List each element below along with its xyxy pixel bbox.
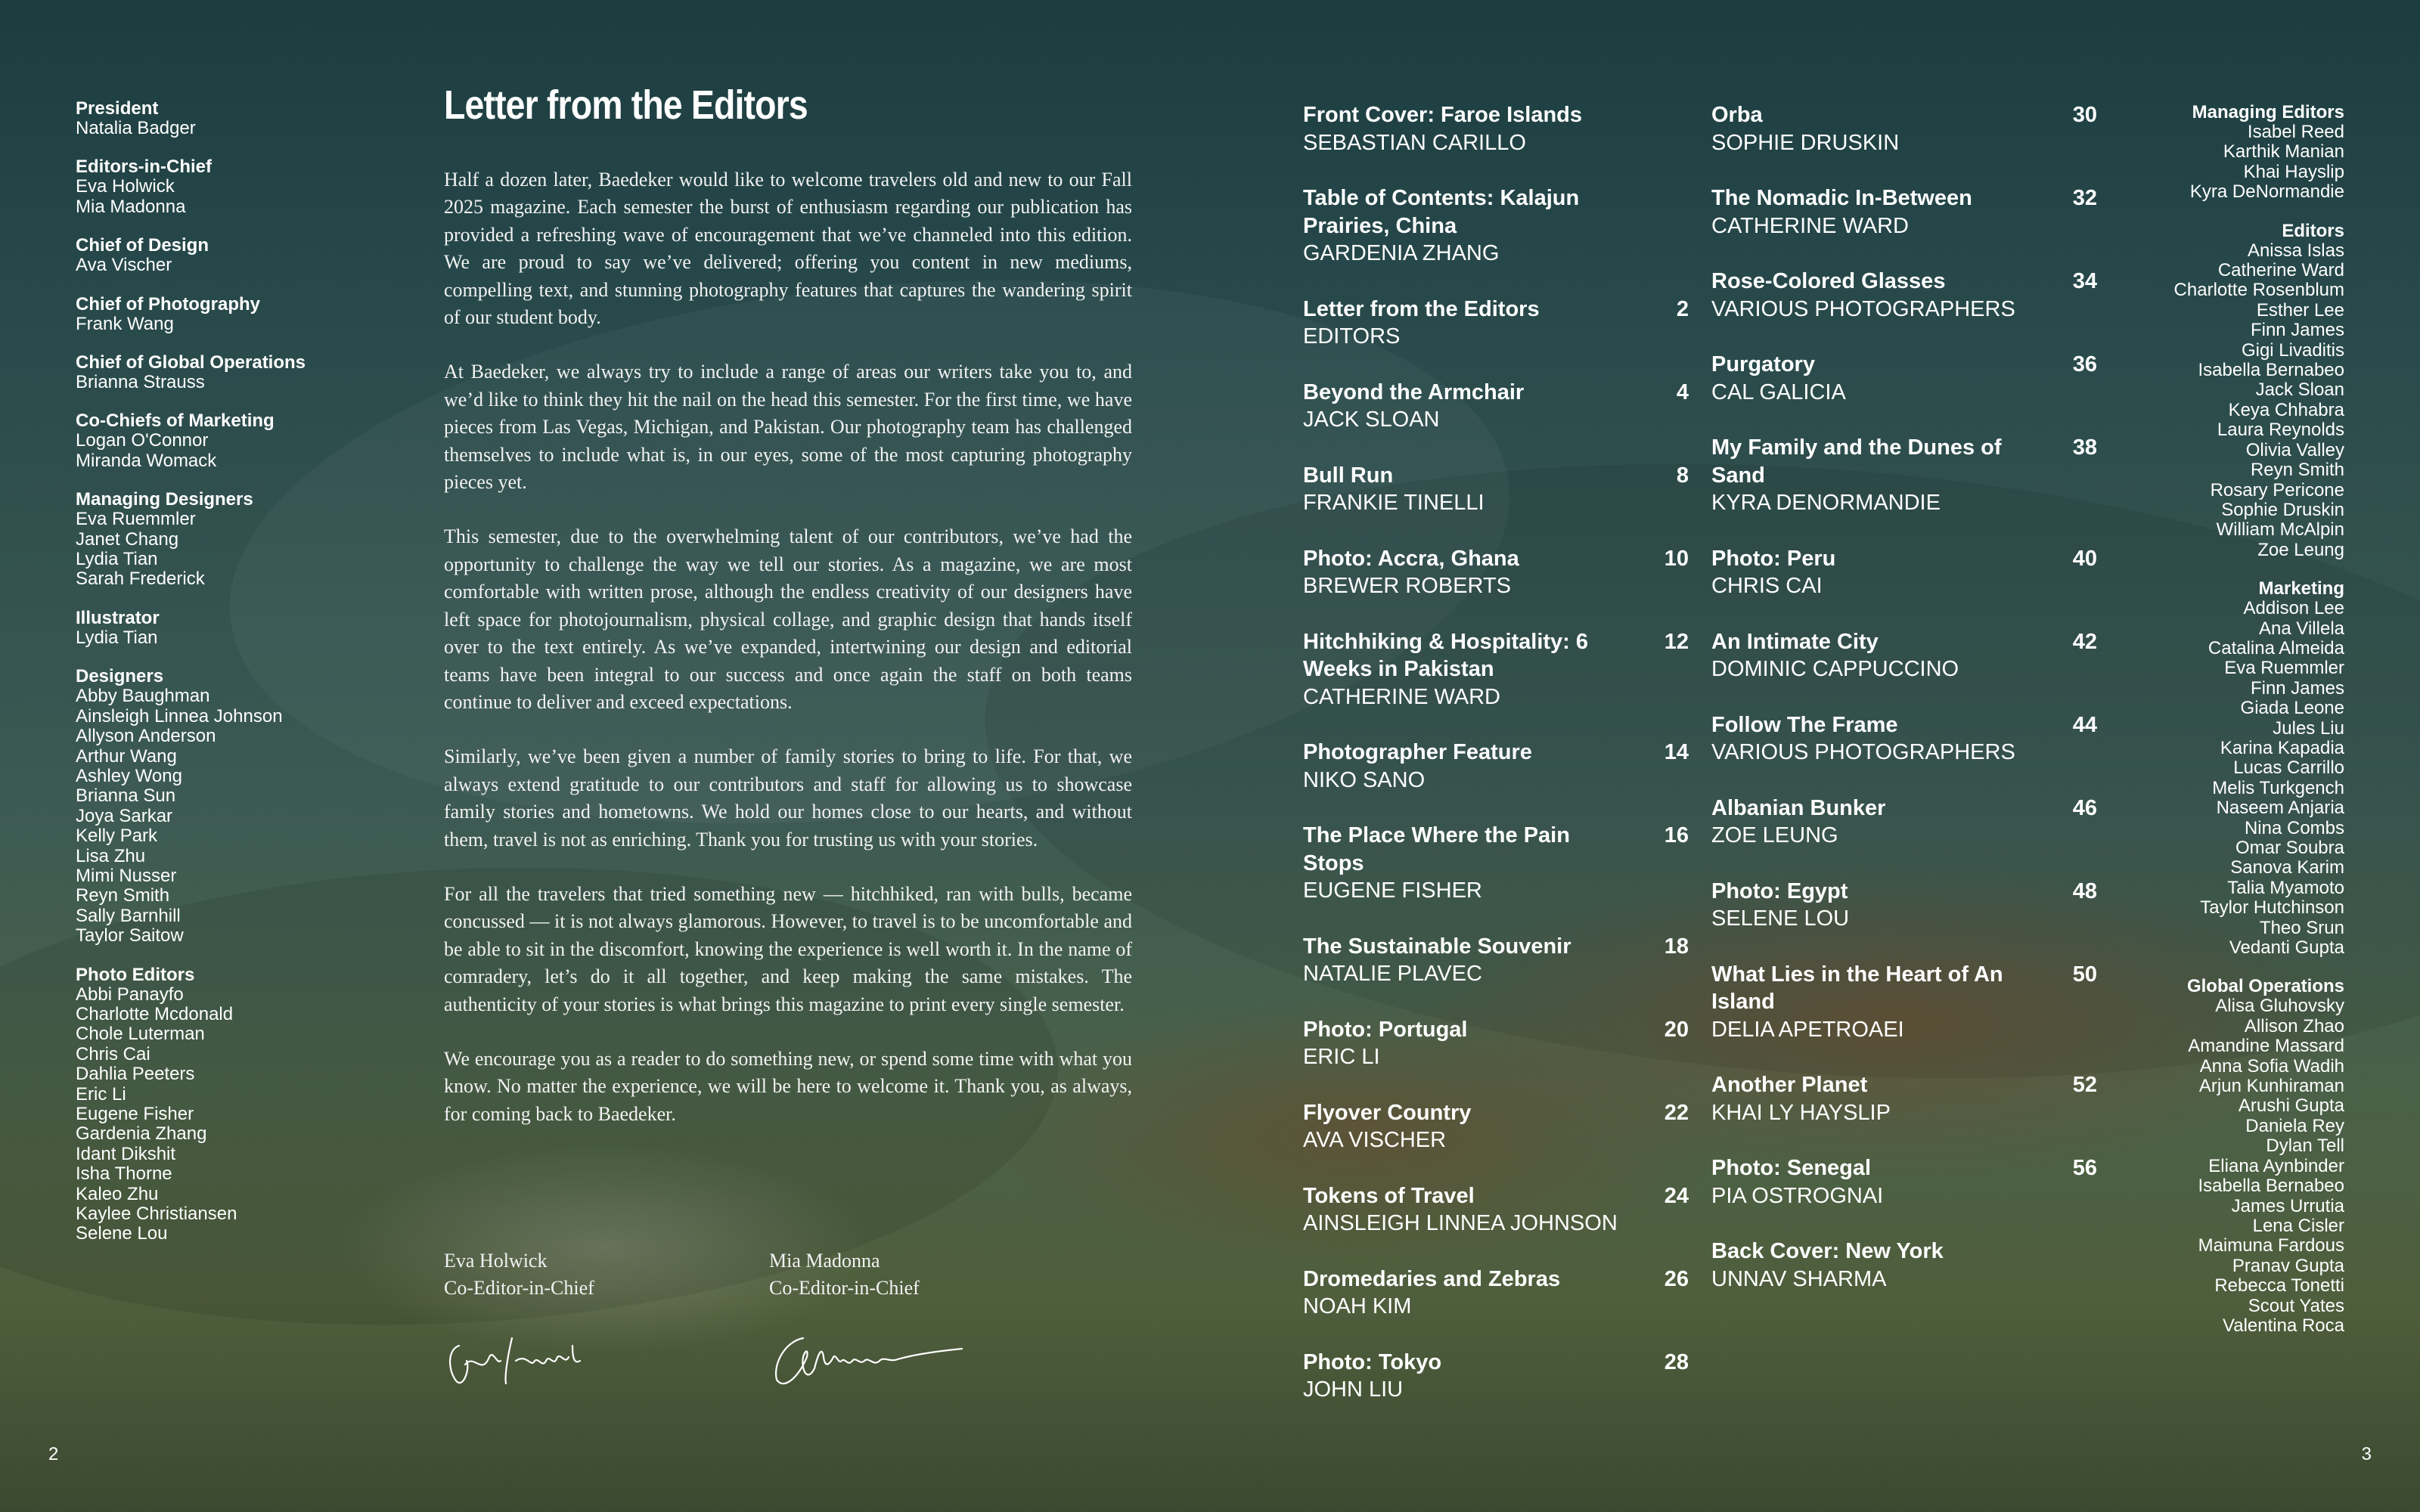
staff-name: Lydia Tian: [76, 549, 158, 570]
toc-entry-author: DELIA APETROAEI: [1711, 1017, 1904, 1042]
staff-list-left: [76, 99, 424, 1263]
toc-entry: [1303, 379, 1689, 434]
staff-name: Rebecca Tonetti: [2214, 1275, 2344, 1297]
staff-name: Frank Wang: [76, 313, 174, 334]
staff-name: Eliana Aynbinder: [2208, 1155, 2344, 1176]
toc-entry-author: JACK SLOAN: [1303, 407, 1440, 432]
toc-entry-author: UNNAV SHARMA: [1711, 1266, 1887, 1291]
staff-group: [76, 157, 424, 217]
toc-entry-title: Hitchhiking & Hospitality: 6 Weeks in Pakistan: [1303, 629, 1589, 681]
staff-name: Valentina Roca: [2223, 1315, 2344, 1336]
toc-entry: [1303, 628, 1689, 711]
toc-entry-page: 34: [2072, 269, 2097, 293]
staff-group: [76, 490, 424, 590]
toc-entry-title: Photo: Senegal: [1711, 1156, 1872, 1180]
toc-entry-page: 36: [2072, 352, 2097, 376]
toc-entry: [1303, 1016, 1689, 1071]
staff-role: Co-Chiefs of Marketing: [76, 411, 275, 432]
signature-eva-holwick: [444, 1323, 595, 1391]
staff-name: Mia Madonna: [76, 196, 186, 217]
toc-entry: [1303, 1349, 1689, 1404]
staff-name: Catherine Ward: [2217, 260, 2344, 281]
staff-role: Managing Designers: [76, 489, 253, 510]
staff-name: Finn James: [2250, 320, 2344, 341]
staff-name: Lisa Zhu: [76, 845, 146, 866]
toc-entry-title: Photo: Accra, Ghana: [1303, 546, 1519, 571]
toc-entry-title: An Intimate City: [1711, 629, 1879, 654]
toc-entry-page: 32: [2072, 186, 2097, 210]
toc-entry: [1303, 184, 1689, 268]
staff-name: Allyson Anderson: [76, 726, 216, 747]
staff-name: James Urrutia: [2231, 1195, 2344, 1216]
staff-role: Editors-in-Chief: [76, 156, 212, 178]
staff-name: Arushi Gupta: [2238, 1095, 2344, 1117]
staff-name: Kaleo Zhu: [76, 1183, 159, 1204]
toc-entry-title: Rose-Colored Glasses: [1711, 269, 1946, 293]
toc-entry-page: 12: [1664, 629, 1689, 654]
toc-entry-title: The Place Where the Pain Stops: [1303, 823, 1570, 875]
staff-name: Arthur Wang: [76, 745, 177, 767]
toc-entry-author: KHAI LY HAYSLIP: [1711, 1100, 1891, 1125]
staff-name: Abbi Panayfo: [76, 984, 184, 1005]
toc-entry-author: JOHN LIU: [1303, 1377, 1404, 1402]
staff-name: Addison Lee: [2243, 598, 2344, 619]
staff-role: Marketing: [2258, 578, 2344, 600]
staff-name: Logan O'Connor: [76, 430, 209, 451]
staff-name: Ashley Wong: [76, 765, 182, 786]
staff-name: Talia Myamoto: [2227, 877, 2344, 898]
toc-entry-author: SELENE LOU: [1711, 906, 1850, 931]
toc-entry-title: Orba: [1711, 103, 1763, 127]
toc-entry: [1303, 545, 1689, 600]
toc-entry-title: The Sustainable Souvenir: [1303, 934, 1571, 959]
staff-name: Amandine Massard: [2188, 1036, 2344, 1057]
staff-name: Karina Kapadia: [2220, 737, 2344, 758]
toc-entry-page: 2: [1676, 296, 1689, 321]
staff-name: Melis Turkgench: [2212, 777, 2344, 798]
toc-entry-author: PIA OSTROGNAI: [1711, 1183, 1884, 1208]
page-number-right: 3: [2361, 1444, 2372, 1464]
toc-entry-author: DOMINIC CAPPUCCINO: [1711, 657, 1959, 681]
staff-name: Giada Leone: [2240, 698, 2344, 719]
toc-entry-title: What Lies in the Heart of An Island: [1711, 962, 2003, 1014]
staff-group: [1951, 977, 2344, 1336]
toc-entry-title: Follow The Frame: [1711, 712, 1898, 737]
staff-role: Chief of Design: [76, 235, 209, 256]
toc-entry-title: Dromedaries and Zebras: [1303, 1266, 1561, 1291]
staff-name: Isha Thorne: [76, 1163, 172, 1185]
staff-group: [76, 609, 424, 648]
toc-entry-title: Photo: Portugal: [1303, 1017, 1468, 1042]
staff-name: Isabella Bernabeo: [2198, 1176, 2344, 1197]
toc-entry-title: Purgatory: [1711, 352, 1815, 376]
signer-name: Eva Holwick: [444, 1250, 548, 1272]
toc-entry-page: 22: [1664, 1100, 1689, 1125]
staff-list-right: [1951, 103, 2344, 1355]
staff-name: Sophie Druskin: [2221, 499, 2344, 520]
toc-entry-author: GARDENIA ZHANG: [1303, 241, 1500, 265]
staff-name: Finn James: [2250, 677, 2344, 699]
staff-name: Karthik Manian: [2223, 141, 2344, 163]
staff-name: Reyn Smith: [2250, 460, 2344, 481]
staff-name: Charlotte Mcdonald: [76, 1003, 234, 1024]
toc-entry-page: 14: [1664, 740, 1689, 764]
letter-paragraph: Similarly, we’ve been given a number of family stories to bring to life. For that, we always extend gratitude to our contributors and staff for allowing us to showcase family stories and hometowns. We hold our homes close to our hearts, and without them, travel is not as enriching. Thank you for trusting us with your stories.: [444, 745, 1132, 850]
toc-entry-title: Photo: Egypt: [1711, 878, 1848, 903]
toc-entry: [1303, 822, 1689, 905]
toc-entry-page: 30: [2072, 103, 2097, 127]
staff-name: Eugene Fisher: [76, 1104, 194, 1124]
staff-name: Maimuna Fardous: [2198, 1235, 2344, 1256]
staff-group: [1951, 103, 2344, 203]
staff-group: [1951, 579, 2344, 958]
toc-entry: [1303, 1266, 1689, 1321]
toc-entry-author: ERIC LI: [1303, 1045, 1380, 1069]
staff-name: Abby Baughman: [76, 686, 210, 707]
letter-paragraph: At Baedeker, we always try to include a range of areas our writers take you to, and we’d like to think they hit the nail on the head this semester. For the first time, we have pieces from Las Vegas, Michigan, and Pakistan. Our photography team has challenged themselves to include what is, in our eyes, some of the most capturing photography pieces yet.: [444, 361, 1132, 494]
toc-entry-author: CHRIS CAI: [1711, 574, 1823, 598]
toc-entry-title: Albanian Bunker: [1711, 795, 1886, 820]
staff-name: Brianna Strauss: [76, 372, 205, 393]
staff-name: Kelly Park: [76, 826, 158, 847]
signature-mia-madonna: [769, 1323, 973, 1391]
staff-name: Mimi Nusser: [76, 865, 177, 886]
toc-entry-title: Photographer Feature: [1303, 740, 1532, 764]
staff-name: Ainsleigh Linnea Johnson: [76, 705, 283, 727]
toc-entry-author: CATHERINE WARD: [1303, 684, 1500, 709]
toc-entry-author: NOAH KIM: [1303, 1294, 1412, 1318]
staff-name: Brianna Sun: [76, 785, 176, 807]
staff-name: Esther Lee: [2256, 299, 2344, 321]
toc-entry-title: Letter from the Editors: [1303, 296, 1540, 321]
staff-name: Lucas Carrillo: [2233, 758, 2344, 779]
toc-entry-author: FRANKIE TINELLI: [1303, 491, 1485, 515]
staff-role: Chief of Global Operations: [76, 352, 306, 373]
staff-name: Miranda Womack: [76, 450, 217, 471]
toc-entry-title: My Family and the Dunes of Sand: [1711, 435, 2002, 488]
toc-entry: [1303, 462, 1689, 517]
staff-name: Lydia Tian: [76, 627, 158, 648]
toc-entry-author: EDITORS: [1303, 324, 1401, 349]
staff-name: Khai Hayslip: [2243, 161, 2344, 182]
staff-name: Reyn Smith: [76, 885, 170, 906]
toc-entry-page: 24: [1664, 1183, 1689, 1208]
staff-name: Eva Ruemmler: [76, 509, 196, 530]
staff-role: Illustrator: [76, 607, 160, 628]
staff-name: Allison Zhao: [2244, 1015, 2344, 1036]
staff-name: Jack Sloan: [2255, 380, 2344, 401]
toc-entry-title: Bull Run: [1303, 463, 1394, 488]
toc-entry-author: CAL GALICIA: [1711, 380, 1846, 404]
staff-group: [76, 667, 424, 946]
staff-name: Daniela Rey: [2245, 1115, 2344, 1136]
staff-group: [76, 965, 424, 1244]
toc-entry-title: Back Cover: New York: [1711, 1239, 1944, 1263]
letter-body: [444, 166, 1132, 1155]
toc-entry: [1303, 739, 1689, 794]
toc-entry-author: NIKO SANO: [1303, 767, 1426, 792]
toc-entry-page: 56: [2072, 1156, 2097, 1180]
staff-name: Naseem Anjaria: [2216, 798, 2344, 819]
staff-role: Chief of Photography: [76, 293, 260, 314]
staff-name: Omar Soubra: [2235, 838, 2344, 858]
letter-paragraph: We encourage you as a reader to do something new, or spend some time with what you know. No matter the experience, we will be here to welcome it. Thank you, as always, for coming back to Baedeker.: [444, 1047, 1132, 1125]
toc-entry: [1303, 1182, 1689, 1238]
toc-entry-author: SOPHIE DRUSKIN: [1711, 130, 1900, 155]
staff-name: Sarah Frederick: [76, 569, 205, 590]
toc-entry-title: Tokens of Travel: [1303, 1183, 1475, 1208]
staff-name: Chole Luterman: [76, 1024, 205, 1045]
page-number-left: 2: [48, 1444, 59, 1464]
toc-entry: [1303, 1099, 1689, 1154]
staff-group: [76, 411, 424, 471]
toc-entry-author: BREWER ROBERTS: [1303, 574, 1512, 598]
toc-entry-title: Photo: Tokyo: [1303, 1349, 1442, 1374]
toc-entry-page: 28: [1664, 1349, 1689, 1374]
staff-name: Catalina Almeida: [2207, 637, 2344, 658]
toc-entry-page: 44: [2072, 712, 2097, 737]
staff-role: Global Operations: [2186, 976, 2344, 997]
staff-name: Olivia Valley: [2245, 439, 2344, 460]
staff-name: Nina Combs: [2244, 817, 2344, 838]
toc-entry-title: Table of Contents: Kalajun Prairies, China: [1303, 186, 1580, 238]
toc-entry-title: Another Planet: [1711, 1073, 1868, 1097]
staff-name: Sanova Karim: [2230, 857, 2344, 878]
toc-entry-page: 26: [1664, 1266, 1689, 1291]
staff-name: Selene Lou: [76, 1223, 168, 1244]
staff-name: Idant Dikshit: [76, 1143, 176, 1164]
staff-name: Isabel Reed: [2247, 122, 2344, 142]
staff-name: Charlotte Rosenblum: [2173, 280, 2344, 301]
staff-name: Alisa Gluhovsky: [2215, 996, 2344, 1017]
toc-entry-author: ZOE LEUNG: [1711, 823, 1838, 847]
staff-group: [76, 236, 424, 275]
staff-name: Eva Ruemmler: [2224, 658, 2344, 679]
staff-name: Eric Li: [76, 1083, 126, 1105]
staff-name: Eva Holwick: [76, 176, 175, 197]
staff-role: Photo Editors: [76, 964, 195, 985]
staff-role: Designers: [76, 666, 164, 687]
toc-entry-author: AINSLEIGH LINNEA JOHNSON: [1303, 1211, 1618, 1235]
staff-name: Laura Reynolds: [2217, 420, 2344, 441]
toc-entry-page: 4: [1676, 380, 1689, 404]
letter-paragraph: Half a dozen later, Baedeker would like to welcome travelers old and new to our Fall 2025 magazine. Each semester the burst of enthusiasm regarding our publication has provided a refreshing wave of encouragement that we’ve channeled into this edition. We are proud to say we’ve delivered; offering you content in new mediums, compelling text, and stunning photography features that captures the wandering spirit of our student body.: [444, 169, 1132, 329]
staff-name: Ava Vischer: [76, 255, 172, 276]
staff-name: Theo Srun: [2259, 917, 2344, 938]
toc-entry-title: Photo: Peru: [1711, 546, 1836, 571]
staff-name: Arjun Kunhiraman: [2198, 1076, 2344, 1097]
toc-entry-page: 16: [1664, 823, 1689, 847]
toc-entry-author: NATALIE PLAVEC: [1303, 962, 1482, 986]
staff-name: Pranav Gupta: [2232, 1255, 2344, 1276]
staff-group: [1951, 222, 2344, 561]
toc-entry-title: Front Cover: Faroe Islands: [1303, 103, 1583, 127]
staff-name: Keya Chhabra: [2228, 399, 2344, 420]
staff-name: Taylor Hutchinson: [2200, 897, 2344, 919]
staff-name: Sally Barnhill: [76, 905, 181, 926]
signer-2: [769, 1247, 920, 1302]
toc-entry-author: EUGENE FISHER: [1303, 878, 1482, 903]
staff-name: William McAlpin: [2216, 519, 2344, 541]
staff-name: Jules Liu: [2273, 717, 2344, 739]
toc-entry-page: 52: [2072, 1073, 2097, 1097]
staff-name: Joya Sarkar: [76, 805, 173, 826]
staff-name: Scout Yates: [2248, 1295, 2344, 1316]
toc-entry: [1303, 933, 1689, 988]
toc-entry-page: 40: [2072, 546, 2097, 571]
toc-entry-author: CATHERINE WARD: [1711, 213, 1909, 238]
staff-name: Vedanti Gupta: [2229, 937, 2344, 959]
toc-entry-page: 8: [1676, 463, 1689, 488]
letter-paragraph: For all the travelers that tried something new — hitchhiked, ran with bulls, became concussed — it is not always glamorous. However, to travel is to be uncomfortable and be able to sit in the discomfort, knowing the experience is well worth it. In the name of comradery, let’s do it all together, and keep making the same mistakes. The authenticity of your stories is what brings this magazine to print every single semester.: [444, 882, 1132, 1015]
staff-name: Dylan Tell: [2266, 1136, 2344, 1157]
toc-entry-page: 10: [1664, 546, 1689, 571]
page-title: Letter from the Editors: [444, 82, 808, 128]
staff-name: Janet Chang: [76, 528, 179, 550]
staff-name: Lena Cisler: [2252, 1215, 2344, 1236]
staff-name: Taylor Saitow: [76, 925, 184, 947]
staff-role: Managing Editors: [2192, 102, 2344, 122]
staff-name: Zoe Leung: [2257, 539, 2344, 560]
toc-entry-title: The Nomadic In-Between: [1711, 186, 1972, 210]
toc-entry-title: Beyond the Armchair: [1303, 380, 1525, 404]
letter-paragraph: This semester, due to the overwhelming talent of our contributors, we’ve had the opportunity to challenge the way we tell our stories. As a magazine, we are most comfortable with written prose, although the endless creativity of our designers have left space for photojournalism, physical collage, and graphic design that hands itself over to the text entirely. As we’ve expanded, intertwining our design and editorial teams have been integral to our success and once again the staff on both teams continue to deliver and exceed expectations.: [444, 525, 1132, 713]
staff-name: Anissa Islas: [2247, 240, 2344, 261]
staff-name: Rosary Pericone: [2210, 479, 2344, 500]
staff-name: Gigi Livaditis: [2241, 339, 2344, 361]
staff-group: [76, 295, 424, 334]
staff-name: Ana Villela: [2259, 618, 2344, 639]
signer-1: [444, 1247, 594, 1302]
toc-entry-page: 18: [1664, 934, 1689, 959]
staff-name: Isabella Bernabeo: [2198, 360, 2344, 381]
toc-entry-page: 50: [2072, 962, 2097, 987]
staff-group: [76, 353, 424, 392]
toc-entry-page: 38: [2072, 435, 2097, 460]
toc-entry-author: VARIOUS PHOTOGRAPHERS: [1711, 296, 2015, 321]
toc-entry-author: SEBASTIAN CARILLO: [1303, 130, 1526, 155]
staff-name: Kyra DeNormandie: [2189, 181, 2344, 203]
toc-entry-author: KYRA DENORMANDIE: [1711, 491, 1941, 515]
toc-entry-page: 42: [2072, 629, 2097, 654]
toc-entry-author: AVA VISCHER: [1303, 1128, 1447, 1152]
toc-entry-page: 46: [2072, 795, 2097, 820]
staff-name: Anna Sofia Wadih: [2199, 1055, 2344, 1077]
toc-entry-title: Flyover Country: [1303, 1100, 1472, 1125]
toc-entry: [1303, 296, 1689, 351]
toc-entry-author: VARIOUS PHOTOGRAPHERS: [1711, 740, 2015, 764]
staff-name: Chris Cai: [76, 1043, 150, 1064]
staff-name: Gardenia Zhang: [76, 1123, 207, 1145]
toc-entry: [1303, 101, 1689, 156]
toc-entry-page: 20: [1664, 1017, 1689, 1042]
signer-title: Co-Editor-in-Chief: [769, 1277, 920, 1299]
staff-name: Natalia Badger: [76, 118, 196, 138]
signer-name: Mia Madonna: [769, 1250, 880, 1272]
signer-title: Co-Editor-in-Chief: [444, 1277, 594, 1299]
staff-name: Kaylee Christiansen: [76, 1204, 237, 1225]
staff-role: Editors: [2282, 220, 2344, 241]
staff-group: [76, 99, 424, 138]
staff-role: President: [76, 98, 159, 119]
toc-entry-page: 48: [2072, 878, 2097, 903]
staff-name: Dahlia Peeters: [76, 1064, 195, 1085]
